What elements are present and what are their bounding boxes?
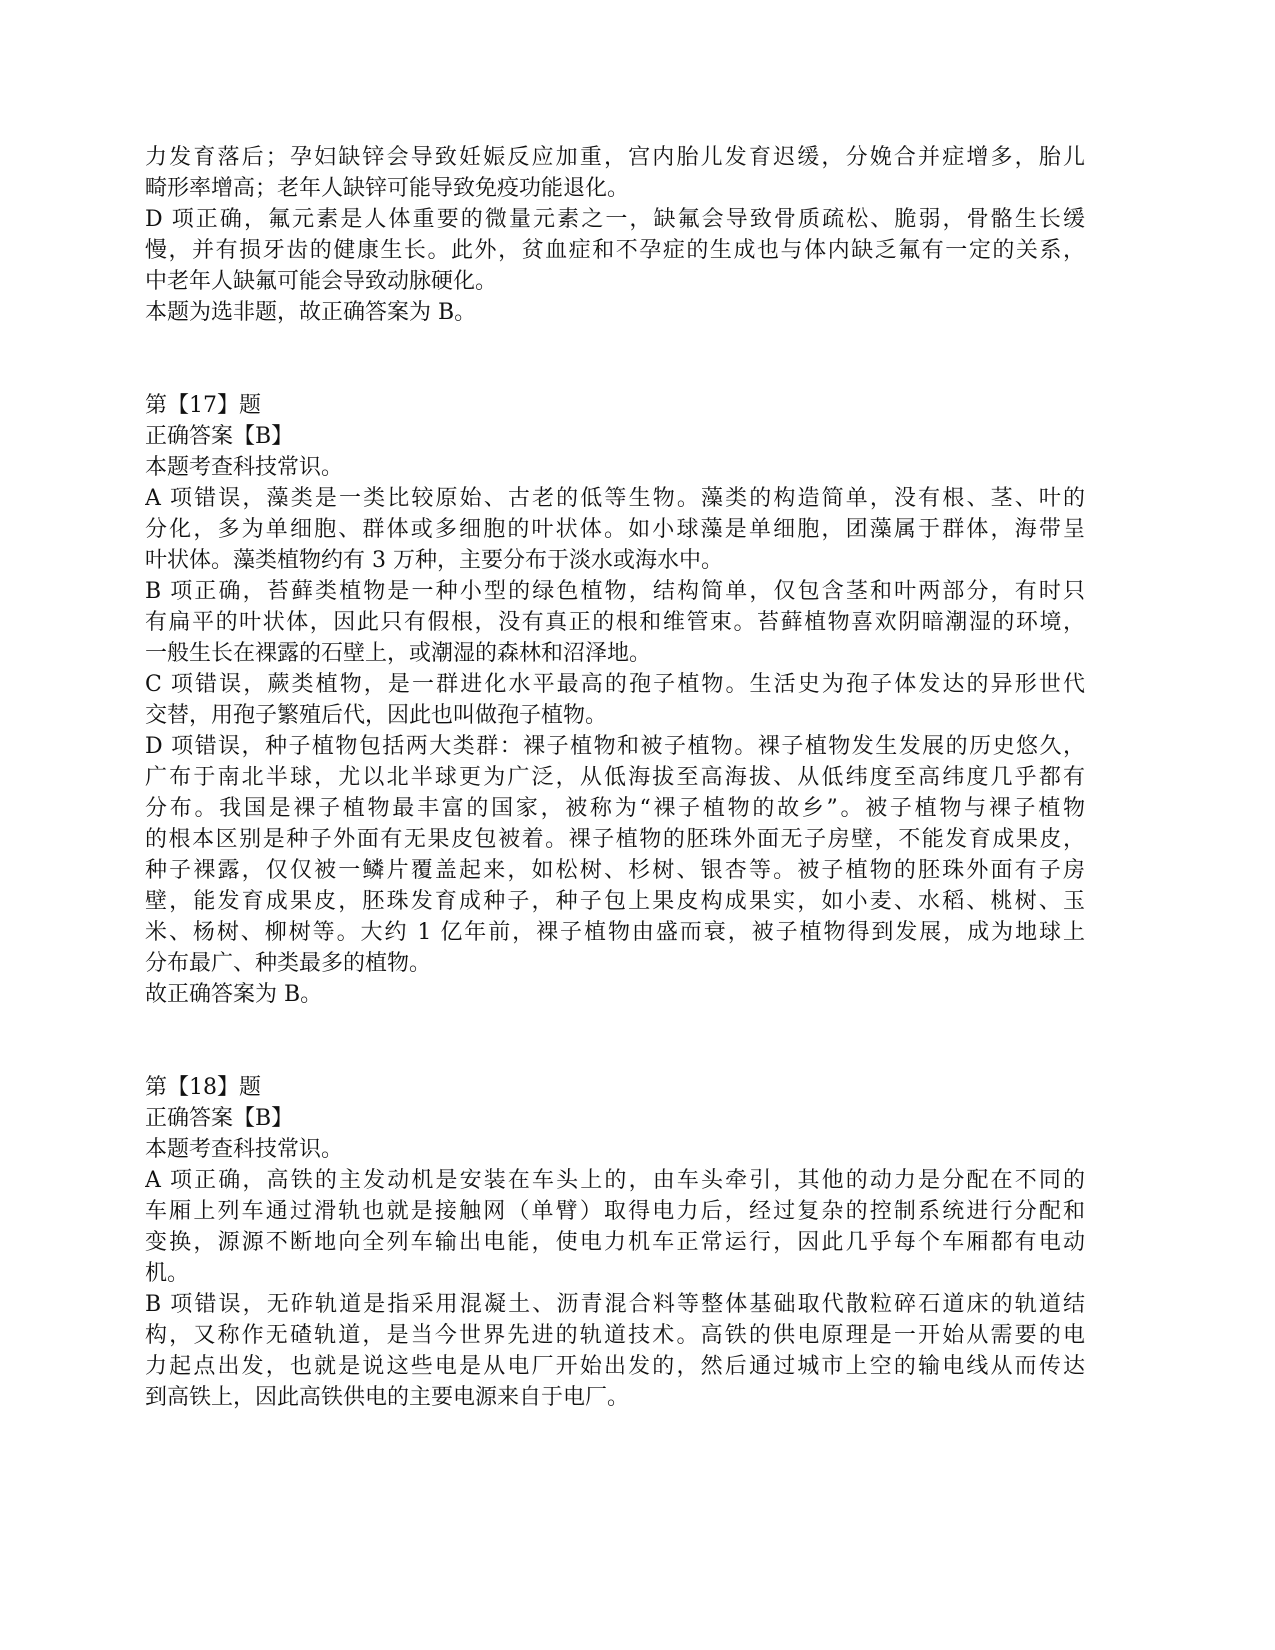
correct-answer: 正确答案【B】 (145, 1106, 294, 1131)
paragraph-line: 到高铁上，因此高铁供电的主要电源来自于电厂。 (145, 1385, 630, 1410)
paragraph-line: 故正确答案为 B。 (145, 982, 323, 1007)
correct-answer: 正确答案【B】 (145, 424, 294, 449)
paragraph-line: 米、杨树、柳树等。大约 1 亿年前，裸子植物由盛而衰，被子植物得到发展，成为地球上 (145, 920, 1085, 945)
question-title: 第【17】题 (145, 393, 261, 418)
paragraph-line: A 项错误，藻类是一类比较原始、古老的低等生物。藻类的构造简单，没有根、茎、叶的 (145, 486, 1085, 511)
paragraph-line: 车厢上列车通过滑轨也就是接触网（单臂）取得电力后，经过复杂的控制系统进行分配和 (145, 1199, 1085, 1224)
paragraph-line: 本题考查科技常识。 (145, 455, 344, 480)
paragraph-line: 分布最广、种类最多的植物。 (145, 951, 432, 976)
paragraph-line: D 项错误，种子植物包括两大类群：裸子植物和被子植物。裸子植物发生发展的历史悠久， (145, 734, 1085, 759)
paragraph-line: 力起点出发，也就是说这些电是从电厂开始出发的，然后通过城市上空的输电线从而传达 (145, 1354, 1085, 1379)
paragraph-line: 有扁平的叶状体，因此只有假根，没有真正的根和维管束。苔藓植物喜欢阴暗潮湿的环境， (145, 610, 1085, 635)
paragraph-line: 壁，能发育成果皮，胚珠发育成种子，种子包上果皮构成果实，如小麦、水稻、桃树、玉 (145, 889, 1085, 914)
paragraph-line: 交替，用孢子繁殖后代，因此也叫做孢子植物。 (145, 703, 608, 728)
paragraph-line: 力发育落后；孕妇缺锌会导致妊娠反应加重，宫内胎儿发育迟缓，分娩合并症增多，胎儿 (145, 145, 1085, 170)
section-spacer (145, 328, 1085, 390)
paragraph-line: 叶状体。藻类植物约有 3 万种，主要分布于淡水或海水中。 (145, 548, 723, 573)
paragraph-line: D 项正确，氟元素是人体重要的微量元素之一，缺氟会导致骨质疏松、脆弱，骨骼生长缓 (145, 207, 1085, 232)
paragraph-line: 种子裸露，仅仅被一鳞片覆盖起来，如松树、杉树、银杏等。被子植物的胚珠外面有子房 (145, 858, 1085, 883)
document-page (145, 142, 1085, 1413)
paragraph-line: 构，又称作无碴轨道，是当今世界先进的轨道技术。高铁的供电原理是一开始从需要的电 (145, 1323, 1085, 1348)
paragraph-line: C 项错误，蕨类植物，是一群进化水平最高的孢子植物。生活史为孢子体发达的异形世代 (145, 672, 1085, 697)
paragraph-line: A 项正确，高铁的主发动机是安装在车头上的，由车头牵引，其他的动力是分配在不同的 (145, 1168, 1085, 1193)
paragraph-line: 畸形率增高；老年人缺锌可能导致免疫功能退化。 (145, 176, 630, 201)
paragraph-line: 一般生长在裸露的石壁上，或潮湿的森林和沼泽地。 (145, 641, 652, 666)
paragraph-line: 广布于南北半球，尤以北半球更为广泛，从低海拔至高海拔、从低纬度至高纬度几乎都有 (145, 765, 1085, 790)
paragraph-line: 本题为选非题，故正确答案为 B。 (145, 300, 477, 325)
paragraph-line: 中老年人缺氟可能会导致动脉硬化。 (145, 269, 498, 294)
question-title: 第【18】题 (145, 1075, 261, 1100)
paragraph-line: 分布。我国是裸子植物最丰富的国家，被称为“裸子植物的故乡”。被子植物与裸子植物 (145, 796, 1085, 821)
paragraph-line: 变换，源源不断地向全列车输出电能，使电力机车正常运行，因此几乎每个车厢都有电动 (145, 1230, 1085, 1255)
paragraph-line: B 项正确，苔藓类植物是一种小型的绿色植物，结构简单，仅包含茎和叶两部分，有时只 (145, 579, 1085, 604)
paragraph-line: 本题考查科技常识。 (145, 1137, 344, 1162)
paragraph-line: B 项错误，无砟轨道是指采用混凝土、沥青混合料等整体基础取代散粒碎石道床的轨道结 (145, 1292, 1085, 1317)
section-spacer (145, 1010, 1085, 1072)
paragraph-line: 的根本区别是种子外面有无果皮包被着。裸子植物的胚珠外面无子房壁，不能发育成果皮， (145, 827, 1085, 852)
paragraph-line: 慢，并有损牙齿的健康生长。此外，贫血症和不孕症的生成也与体内缺乏氟有一定的关系， (145, 238, 1085, 263)
paragraph-line: 机。 (145, 1261, 190, 1286)
paragraph-line: 分化，多为单细胞、群体或多细胞的叶状体。如小球藻是单细胞，团藻属于群体，海带呈 (145, 517, 1085, 542)
